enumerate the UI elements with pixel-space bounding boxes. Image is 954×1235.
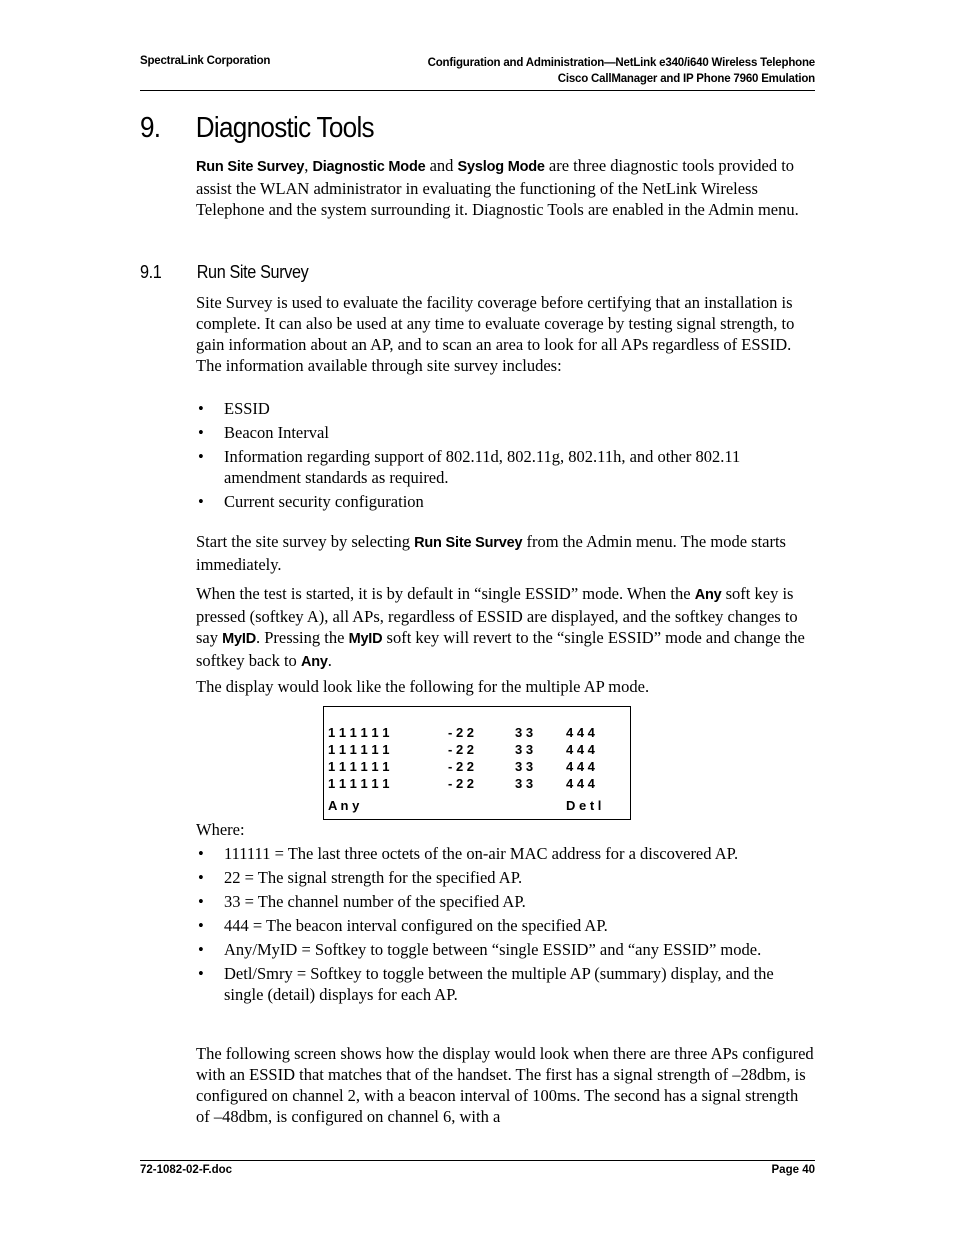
list-item: • Beacon Interval [196,422,816,443]
display-beacon: 4 4 4 [566,759,595,774]
page-header [140,52,815,91]
display-row [328,759,595,776]
display-channel: 3 3 [515,776,534,791]
subsection-number: 9.1 [140,262,162,282]
test-kw-any: Any [694,587,722,603]
list-item: • ESSID [196,398,816,419]
start-paragraph [196,531,816,575]
display-signal: - 2 2 [448,759,475,774]
section-number: 9. [140,112,161,144]
softkey-detl: D e t l [566,798,602,813]
test-p4: soft key will revert to the “single ESSID” mode and change the softkey back to [196,628,805,670]
display-signal: - 2 2 [448,742,475,757]
test-kw-any-2: Any [300,654,328,670]
test-p1: When the test is started, it is by default in “single ESSID” mode. When the [196,584,695,603]
subsection-title: Run Site Survey [196,262,309,282]
list-item: • 444 = The beacon interval configured on the specified AP. [196,915,816,936]
list-item: • Current security configuration [196,491,816,512]
following-paragraph: The following screen shows how the display would look when there are three APs configured with an ESSID that matches that of the handset. The first has a signal strength of –28dbm, is configured on channel 2, with a beacon interval of 100ms. The second has a signal strength of –48dbm, is configured on channel 6, with a [196,1044,814,1126]
list-item: • Information regarding support of 802.11d, 802.11g, 802.11h, and other 802.11 amendment standards as required. [196,446,816,488]
header-company: SpectraLink Corporation [140,55,271,67]
test-paragraph [196,583,816,673]
survey-intro-paragraph: Site Survey is used to evaluate the facility coverage before certifying that an installation is complete. It can also be used at any time to evaluate coverage by testing signal strength, to gain information about an AP, and to scan an area to look for all APs regardless of ESSID. The information available through site survey includes: [196,293,795,375]
start-pre: Start the site survey by selecting [196,532,415,551]
subsection-heading [140,262,308,283]
start-kw-run-site-survey: Run Site Survey [414,535,523,551]
list-item: • 22 = The signal strength for the specified AP. [196,867,816,888]
display-row [328,776,595,793]
test-kw-myid: MyID [222,631,256,647]
display-beacon: 4 4 4 [566,742,595,757]
display-channel: 3 3 [515,742,534,757]
intro-kw-diagnostic-mode: Diagnostic Mode [312,159,426,175]
display-row [328,742,595,759]
intro-kw-syslog-mode: Syslog Mode [457,159,545,175]
test-kw-myid-2: MyID [348,631,383,647]
display-row [328,725,595,742]
start-post: from the Admin menu. The mode starts immediately. [196,532,786,574]
header-title-line2: Cisco CallManager and IP Phone 7960 Emulation [557,73,815,85]
intro-rest: are three diagnostic tools provided to assist the WLAN administrator in evaluating the functioning of the NetLink Wireless Telephone and the system surrounding it. Diagnostic Tools are enabled in the Admin menu. [196,156,799,219]
header-title-line1: Configuration and Administration—NetLink e340/i640 Wireless Telephone [427,57,815,69]
where-items-list [196,843,816,1008]
test-p2: soft key is pressed (softkey A), all APs, regardless of ESSID are displayed, and the softkey changes to say [196,584,798,647]
section-title: Diagnostic Tools [195,112,374,144]
display-signal: - 2 2 [448,776,475,791]
intro-paragraph [196,155,816,220]
display-mac: 1 1 1 1 1 1 [328,759,390,774]
test-p3: . Pressing the [255,628,349,647]
intro-sep1: , [304,156,313,175]
display-channel: 3 3 [515,759,534,774]
survey-items-list [196,398,816,515]
intro-kw-run-site-survey: Run Site Survey [196,159,305,175]
list-item: • 111111 = The last three octets of the on-air MAC address for a discovered AP. [196,843,816,864]
header-title [428,55,815,87]
page-footer [140,1160,815,1176]
display-mac: 1 1 1 1 1 1 [328,725,390,740]
where-label: Where: [196,820,245,839]
list-item: • Any/MyID = Softkey to toggle between “single ESSID” and “any ESSID” mode. [196,939,816,960]
display-paragraph: The display would look like the following for the multiple AP mode. [196,677,650,696]
footer-doc-id: 72-1082-02-F.doc [140,1164,233,1176]
display-beacon: 4 4 4 [566,776,595,791]
display-channel: 3 3 [515,725,534,740]
list-item: • Detl/Smry = Softkey to toggle between the multiple AP (summary) display, and the single (detail) displays for each AP. [196,963,816,1005]
display-mac: 1 1 1 1 1 1 [328,742,390,757]
display-mac: 1 1 1 1 1 1 [328,776,390,791]
list-item: • 33 = The channel number of the specified AP. [196,891,816,912]
softkey-any: A n y [328,798,360,813]
footer-page-number: Page 40 [771,1164,815,1176]
display-signal: - 2 2 [448,725,475,740]
display-beacon: 4 4 4 [566,725,595,740]
display-softkey-row [328,798,602,815]
handset-display-example [323,706,631,820]
test-p5: . [327,651,332,670]
section-heading [140,112,374,145]
intro-sep2: and [425,156,458,175]
